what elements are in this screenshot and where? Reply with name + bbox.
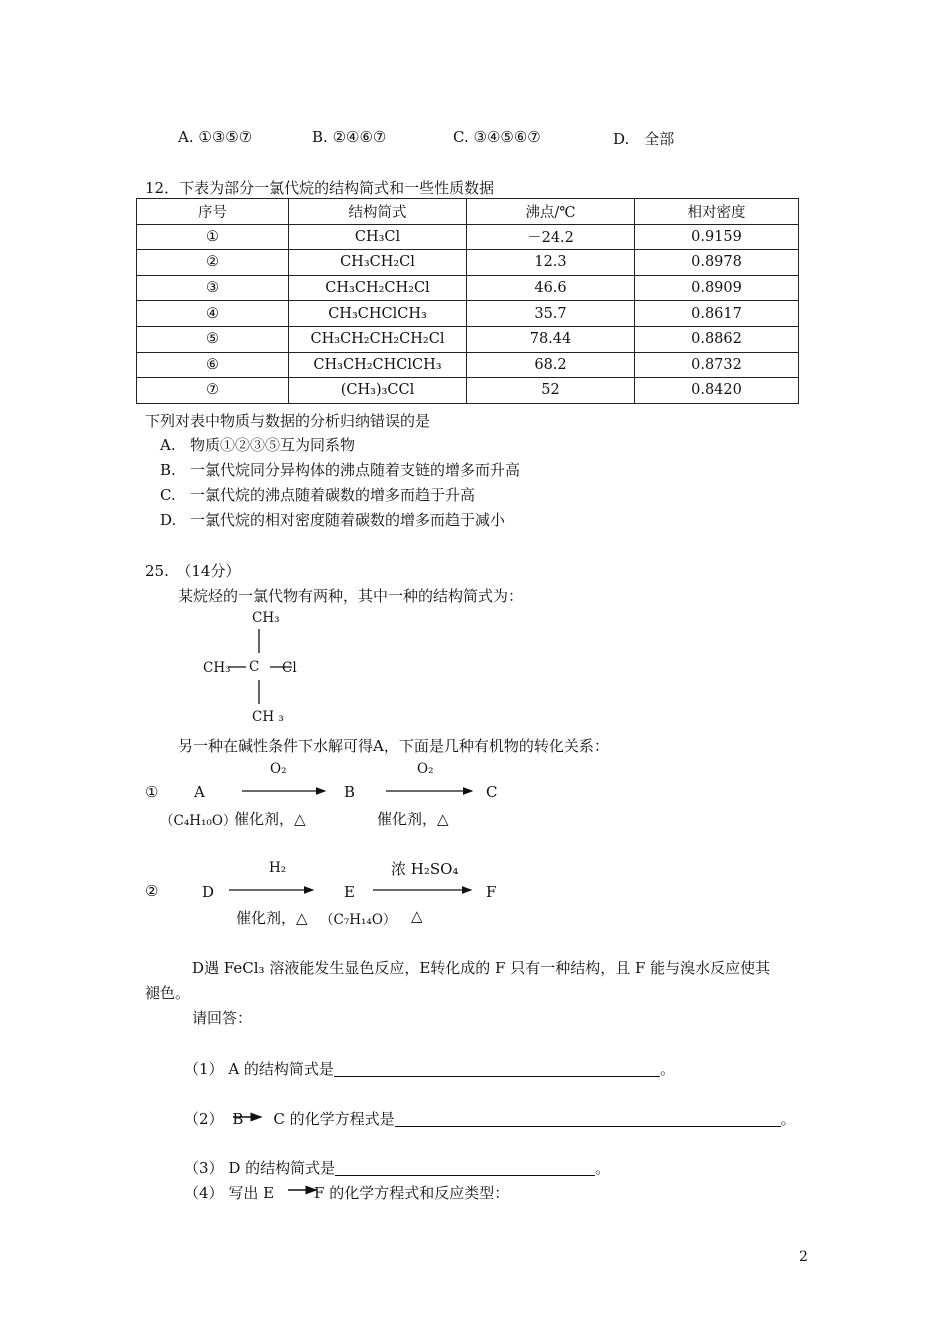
q25-ask: 请回答：: [192, 1009, 253, 1027]
row-no: ④: [137, 301, 289, 327]
scheme1-reagent1: O₂: [270, 761, 287, 777]
row-bp: 68.2: [467, 352, 635, 378]
row-no: ②: [137, 250, 289, 276]
q25-header: 25. （14分）: [145, 562, 241, 580]
q12-choice-d: D. 一氯代烷的相对密度随着碳数的增多而趋于减小: [160, 511, 506, 529]
row-no: ⑥: [137, 352, 289, 378]
row-bp: 12.3: [467, 250, 635, 276]
q25-note-line1: D遇 FeCl₃ 溶液能发生显色反应，E转化成的 F 只有一种结构，且 F 能与溴水反应使其: [192, 959, 771, 977]
row-density: 0.8978: [635, 250, 799, 276]
row-no: ⑤: [137, 326, 289, 352]
struct-top-ch3: CH₃: [252, 610, 280, 626]
scheme1-cond1: 催化剂，△: [234, 810, 306, 828]
row-formula: CH₃CH₂CHClCH₃: [289, 352, 467, 378]
answer-blank-3[interactable]: [335, 1159, 595, 1176]
struct-center-c: C: [249, 659, 260, 675]
header-density: 相对密度: [635, 199, 799, 225]
subq-1: （1） A 的结构简式是 。: [184, 1060, 675, 1078]
row-bp: 35.7: [467, 301, 635, 327]
row-density: 0.9159: [635, 224, 799, 250]
answer-blank-2[interactable]: [395, 1110, 781, 1127]
row-bp: －24.2: [467, 224, 635, 250]
row-bp: 52: [467, 378, 635, 404]
q12-stem: 12．下表为部分一氯代烷的结构简式和一些性质数据: [145, 179, 495, 197]
scheme1-number: ①: [145, 783, 159, 801]
row-density: 0.8862: [635, 326, 799, 352]
q11-option-d: D. 全部: [613, 130, 675, 148]
row-formula: (CH₃)₃CCl: [289, 378, 467, 404]
subq-4: （4） 写出 E F 的化学方程式和反应类型：: [184, 1184, 510, 1202]
row-formula: CH₃Cl: [289, 224, 467, 250]
row-no: ①: [137, 224, 289, 250]
scheme2-e: E: [344, 883, 355, 901]
q12-choice-b: B. 一氯代烷同分异构体的沸点随着支链的增多而升高: [160, 461, 521, 479]
scheme2-formula-e: （C₇H₁₄O）: [320, 912, 397, 928]
scheme2-d: D: [202, 883, 215, 901]
struct-left-ch3: CH₃: [203, 660, 231, 676]
scheme2-cond1: 催化剂，△: [236, 909, 308, 927]
scheme1-reagent2: O₂: [417, 761, 434, 777]
scheme2-reagent2: 浓 H₂SO₄: [391, 860, 459, 878]
row-density: 0.8732: [635, 352, 799, 378]
row-density: 0.8909: [635, 275, 799, 301]
row-density: 0.8617: [635, 301, 799, 327]
row-formula: CH₃CH₂CH₂CH₂Cl: [289, 326, 467, 352]
row-no: ⑦: [137, 378, 289, 404]
scheme2-number: ②: [145, 882, 159, 900]
q11-option-c: C. ③④⑤⑥⑦: [453, 128, 541, 146]
scheme1-c: C: [486, 783, 498, 801]
q12-choice-c: C. 一氯代烷的沸点随着碳数的增多而趋于升高: [160, 486, 476, 504]
q25-intro: 某烷烃的一氯代物有两种，其中一种的结构简式为：: [178, 587, 524, 605]
scheme2-cond2: △: [411, 907, 423, 925]
q12-choice-a: A. 物质①②③⑤互为同系物: [160, 436, 356, 454]
header-formula: 结构简式: [289, 199, 467, 225]
q11-option-a: A. ①③⑤⑦: [178, 128, 253, 146]
page-number: 2: [799, 1249, 808, 1265]
struct-bottom-ch3: CH ₃: [252, 709, 284, 725]
scheme2-reagent1: H₂: [269, 860, 287, 876]
row-formula: CH₃CH₂CH₂Cl: [289, 275, 467, 301]
row-formula: CH₃CH₂Cl: [289, 250, 467, 276]
struct-right-cl: Cl: [282, 660, 297, 676]
row-bp: 46.6: [467, 275, 635, 301]
q11-option-b: B. ②④⑥⑦: [312, 128, 387, 146]
q12-question: 下列对表中物质与数据的分析归纳错误的是: [145, 412, 431, 430]
q25-intro2: 另一种在碱性条件下水解可得A，下面是几种有机物的转化关系：: [178, 737, 609, 755]
answer-blank-1[interactable]: [334, 1060, 660, 1077]
scheme1-formula-a: （C₄H₁₀O）: [160, 813, 237, 829]
row-no: ③: [137, 275, 289, 301]
subq-3: （3） D 的结构简式是 。: [184, 1159, 611, 1177]
header-bp: 沸点/℃: [467, 199, 635, 225]
scheme1-b: B: [344, 783, 356, 801]
subq-2: （2） B C 的化学方程式是 。: [184, 1110, 796, 1128]
q25-note-line2: 褪色。: [145, 984, 191, 1002]
row-bp: 78.44: [467, 326, 635, 352]
header-no: 序号: [137, 199, 289, 225]
row-density: 0.8420: [635, 378, 799, 404]
row-formula: CH₃CHClCH₃: [289, 301, 467, 327]
scheme1-a: A: [194, 783, 205, 801]
scheme2-f: F: [486, 883, 497, 901]
scheme1-cond2: 催化剂，△: [377, 810, 449, 828]
